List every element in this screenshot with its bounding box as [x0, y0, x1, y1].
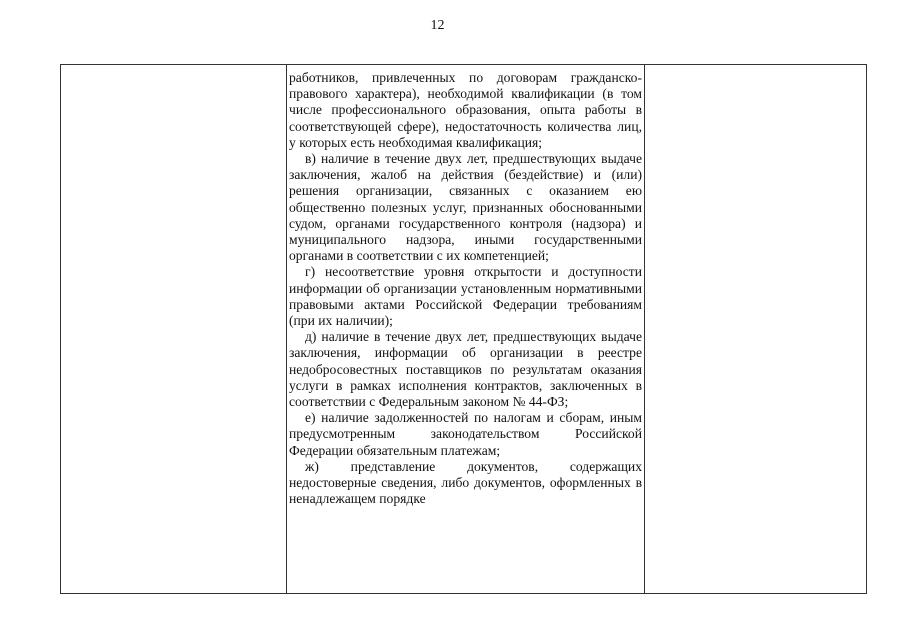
- table-cell-left: [61, 65, 287, 593]
- document-table: [60, 64, 867, 594]
- paragraph-item-d: д) наличие в течение двух лет, предшествующих выдаче заключения, информации об организации в реестре недобросовестных поставщиков по результатам оказания услуги в рамках исполнения контрактов, заключенных в соответствии с Федеральным законом № 44-ФЗ;: [289, 329, 642, 410]
- paragraph-item-e: е) наличие задолженностей по налогам и сборам, иным предусмотренным законодательством Российской Федерации обязательным платежам;: [289, 410, 642, 458]
- table-cell-right: [644, 65, 866, 593]
- paragraph-item-zh: ж) представление документов, содержащих недостоверные сведения, либо документов, оформленных в ненадлежащем порядке: [289, 458, 642, 507]
- page-number: 12: [430, 18, 445, 33]
- table-cell-middle: [287, 65, 644, 593]
- paragraph-item-v: в) наличие в течение двух лет, предшествующих выдаче заключения, жалоб на действия (бездействие) и (или) решения организации, связанных с оказанием ею общественно полезных услуг, признанных обоснованными судом, органами государственного контроля (надзора) и муниципального надзора, иными государственными органами в соответствии с их компетенцией;: [289, 151, 642, 264]
- paragraph-item-g: г) несоответствие уровня открытости и доступности информации об организации установленным нормативными правовыми актами Российской Федерации требованиям (при их наличии);: [289, 264, 642, 329]
- paragraph-continuation: работников, привлеченных по договорам гражданско-правового характера), необходимой квалификации (в том числе профессионального образования, опыта работы в соответствующей сфере), недостаточность количества лиц, у которых есть необходимая квалификация;: [289, 70, 642, 150]
